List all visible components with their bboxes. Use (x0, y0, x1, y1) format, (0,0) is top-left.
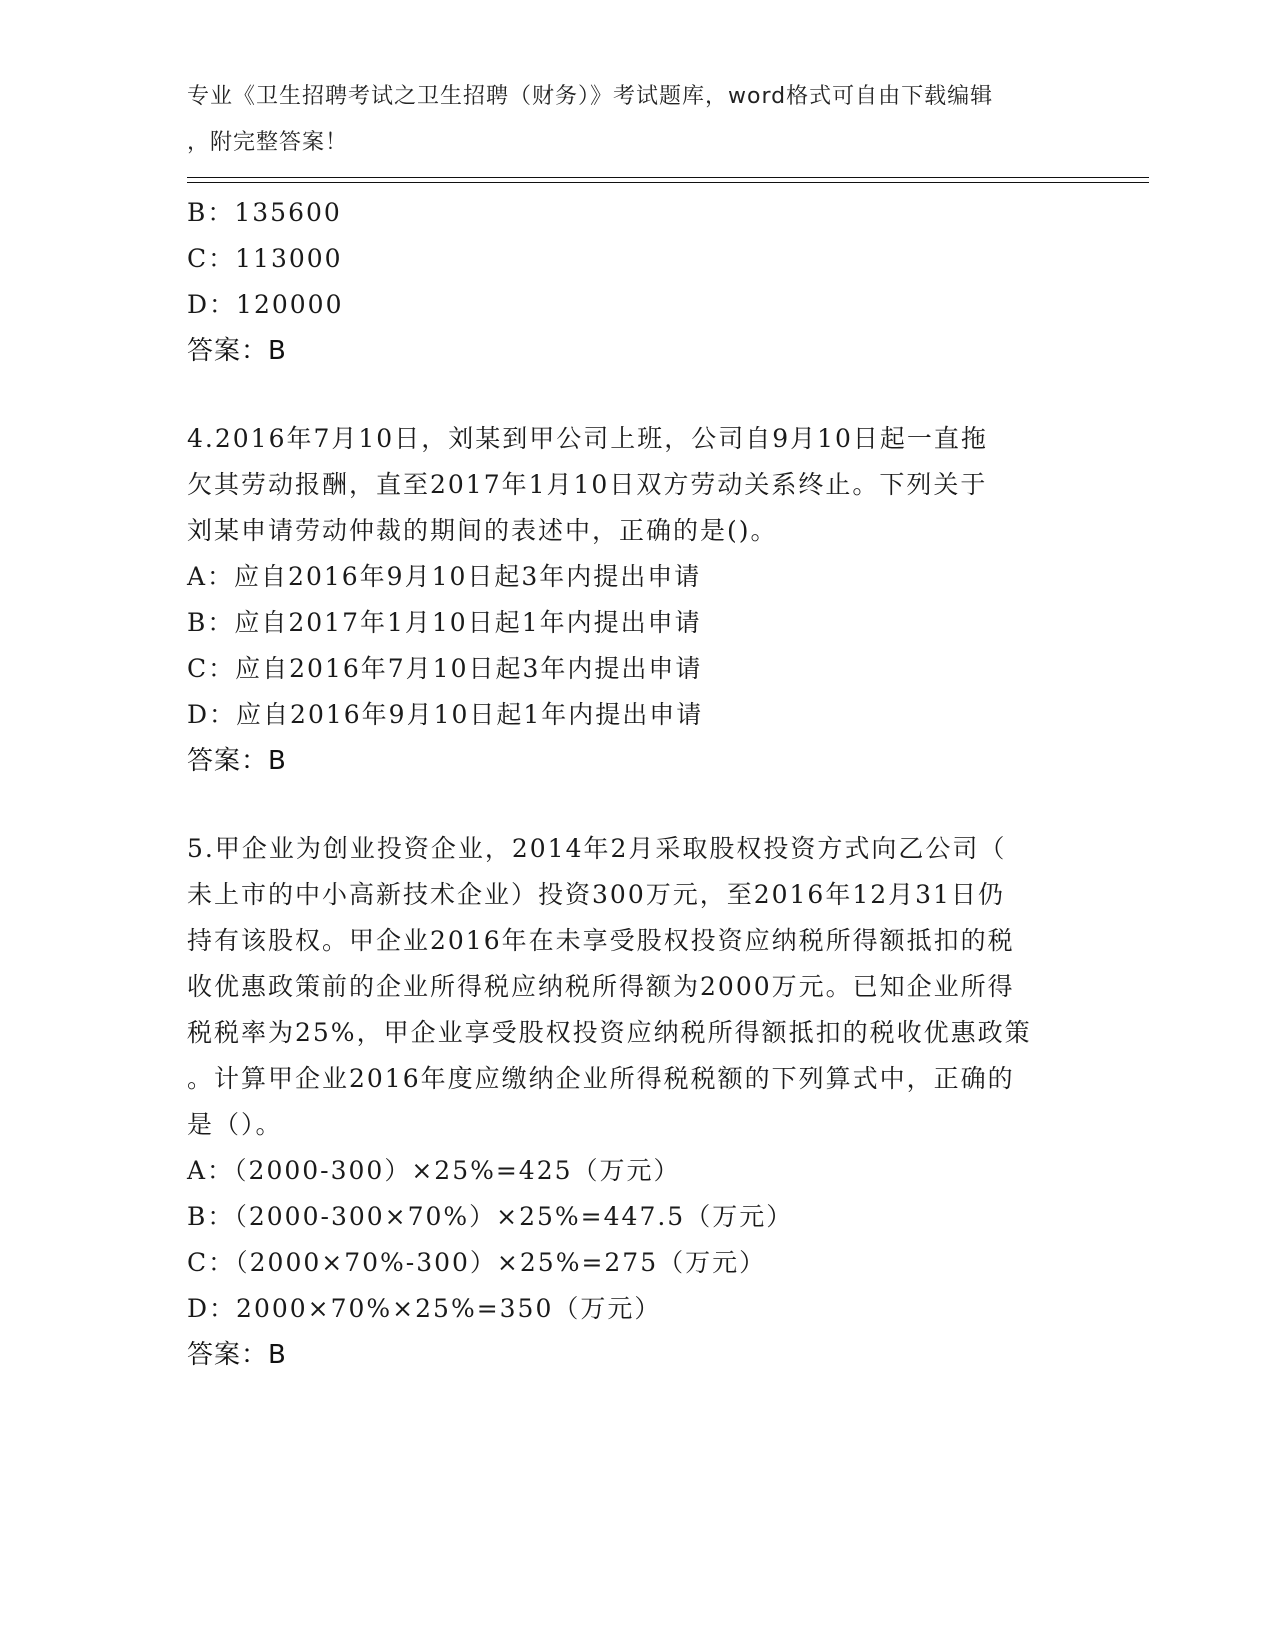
document-body (187, 190, 1087, 1378)
question-stem-line: 持有该股权。甲企业2016年在未享受股权投资应纳税所得额抵扣的税 (187, 926, 1015, 955)
option-d: D：120000 (187, 290, 344, 319)
spacer (187, 374, 1087, 416)
option-c: C：（2000×70%-300）×25%=275（万元） (187, 1248, 767, 1277)
option-a: A：（2000-300）×25%=425（万元） (187, 1156, 681, 1185)
answer: 答案：B (187, 1340, 287, 1370)
question-stem-line: 刘某申请劳动仲裁的期间的表述中，正确的是()。 (187, 516, 778, 545)
header-rule-bottom (187, 182, 1149, 183)
header-line-1: 专业《卫生招聘考试之卫生招聘（财务）》考试题库，word格式可自由下载编辑 (187, 84, 994, 109)
question-4 (187, 416, 1087, 784)
option-b: B：（2000-300×70%）×25%=447.5（万元） (187, 1202, 794, 1231)
question-stem-line: 。计算甲企业2016年度应缴纳企业所得税税额的下列算式中，正确的 (187, 1064, 1015, 1093)
question-stem-line: 税税率为25%，甲企业享受股权投资应纳税所得额抵扣的税收优惠政策 (187, 1018, 1032, 1047)
option-d: D：应自2016年9月10日起1年内提出申请 (187, 700, 704, 729)
header-rule-top (187, 177, 1149, 178)
question-stem-line: 未上市的中小高新技术企业）投资300万元，至2016年12月31日仍 (187, 880, 1005, 909)
option-c: C：应自2016年7月10日起3年内提出申请 (187, 654, 703, 683)
question-3-tail (187, 190, 1087, 374)
answer: 答案：B (187, 746, 287, 776)
option-b: B：135600 (187, 198, 342, 227)
question-5 (187, 826, 1087, 1378)
question-stem-line: 欠其劳动报酬，直至2017年1月10日双方劳动关系终止。下列关于 (187, 470, 988, 499)
option-b: B：应自2017年1月10日起1年内提出申请 (187, 608, 702, 637)
spacer (187, 784, 1087, 826)
question-stem-line: 5.甲企业为创业投资企业，2014年2月采取股权投资方式向乙公司（ (187, 834, 1007, 863)
option-a: A：应自2016年9月10日起3年内提出申请 (187, 562, 702, 591)
option-d: D：2000×70%×25%=350（万元） (187, 1294, 662, 1323)
answer: 答案：B (187, 336, 287, 366)
question-stem-line: 收优惠政策前的企业所得税应纳税所得额为2000万元。已知企业所得 (187, 972, 1015, 1001)
question-stem-line: 4.2016年7月10日，刘某到甲公司上班，公司自9月10日起一直拖 (187, 424, 988, 453)
header-line-2: ，附完整答案！ (187, 130, 349, 155)
document-header (187, 74, 1087, 166)
question-stem-line: 是（）。 (187, 1110, 283, 1139)
option-c: C：113000 (187, 244, 343, 273)
